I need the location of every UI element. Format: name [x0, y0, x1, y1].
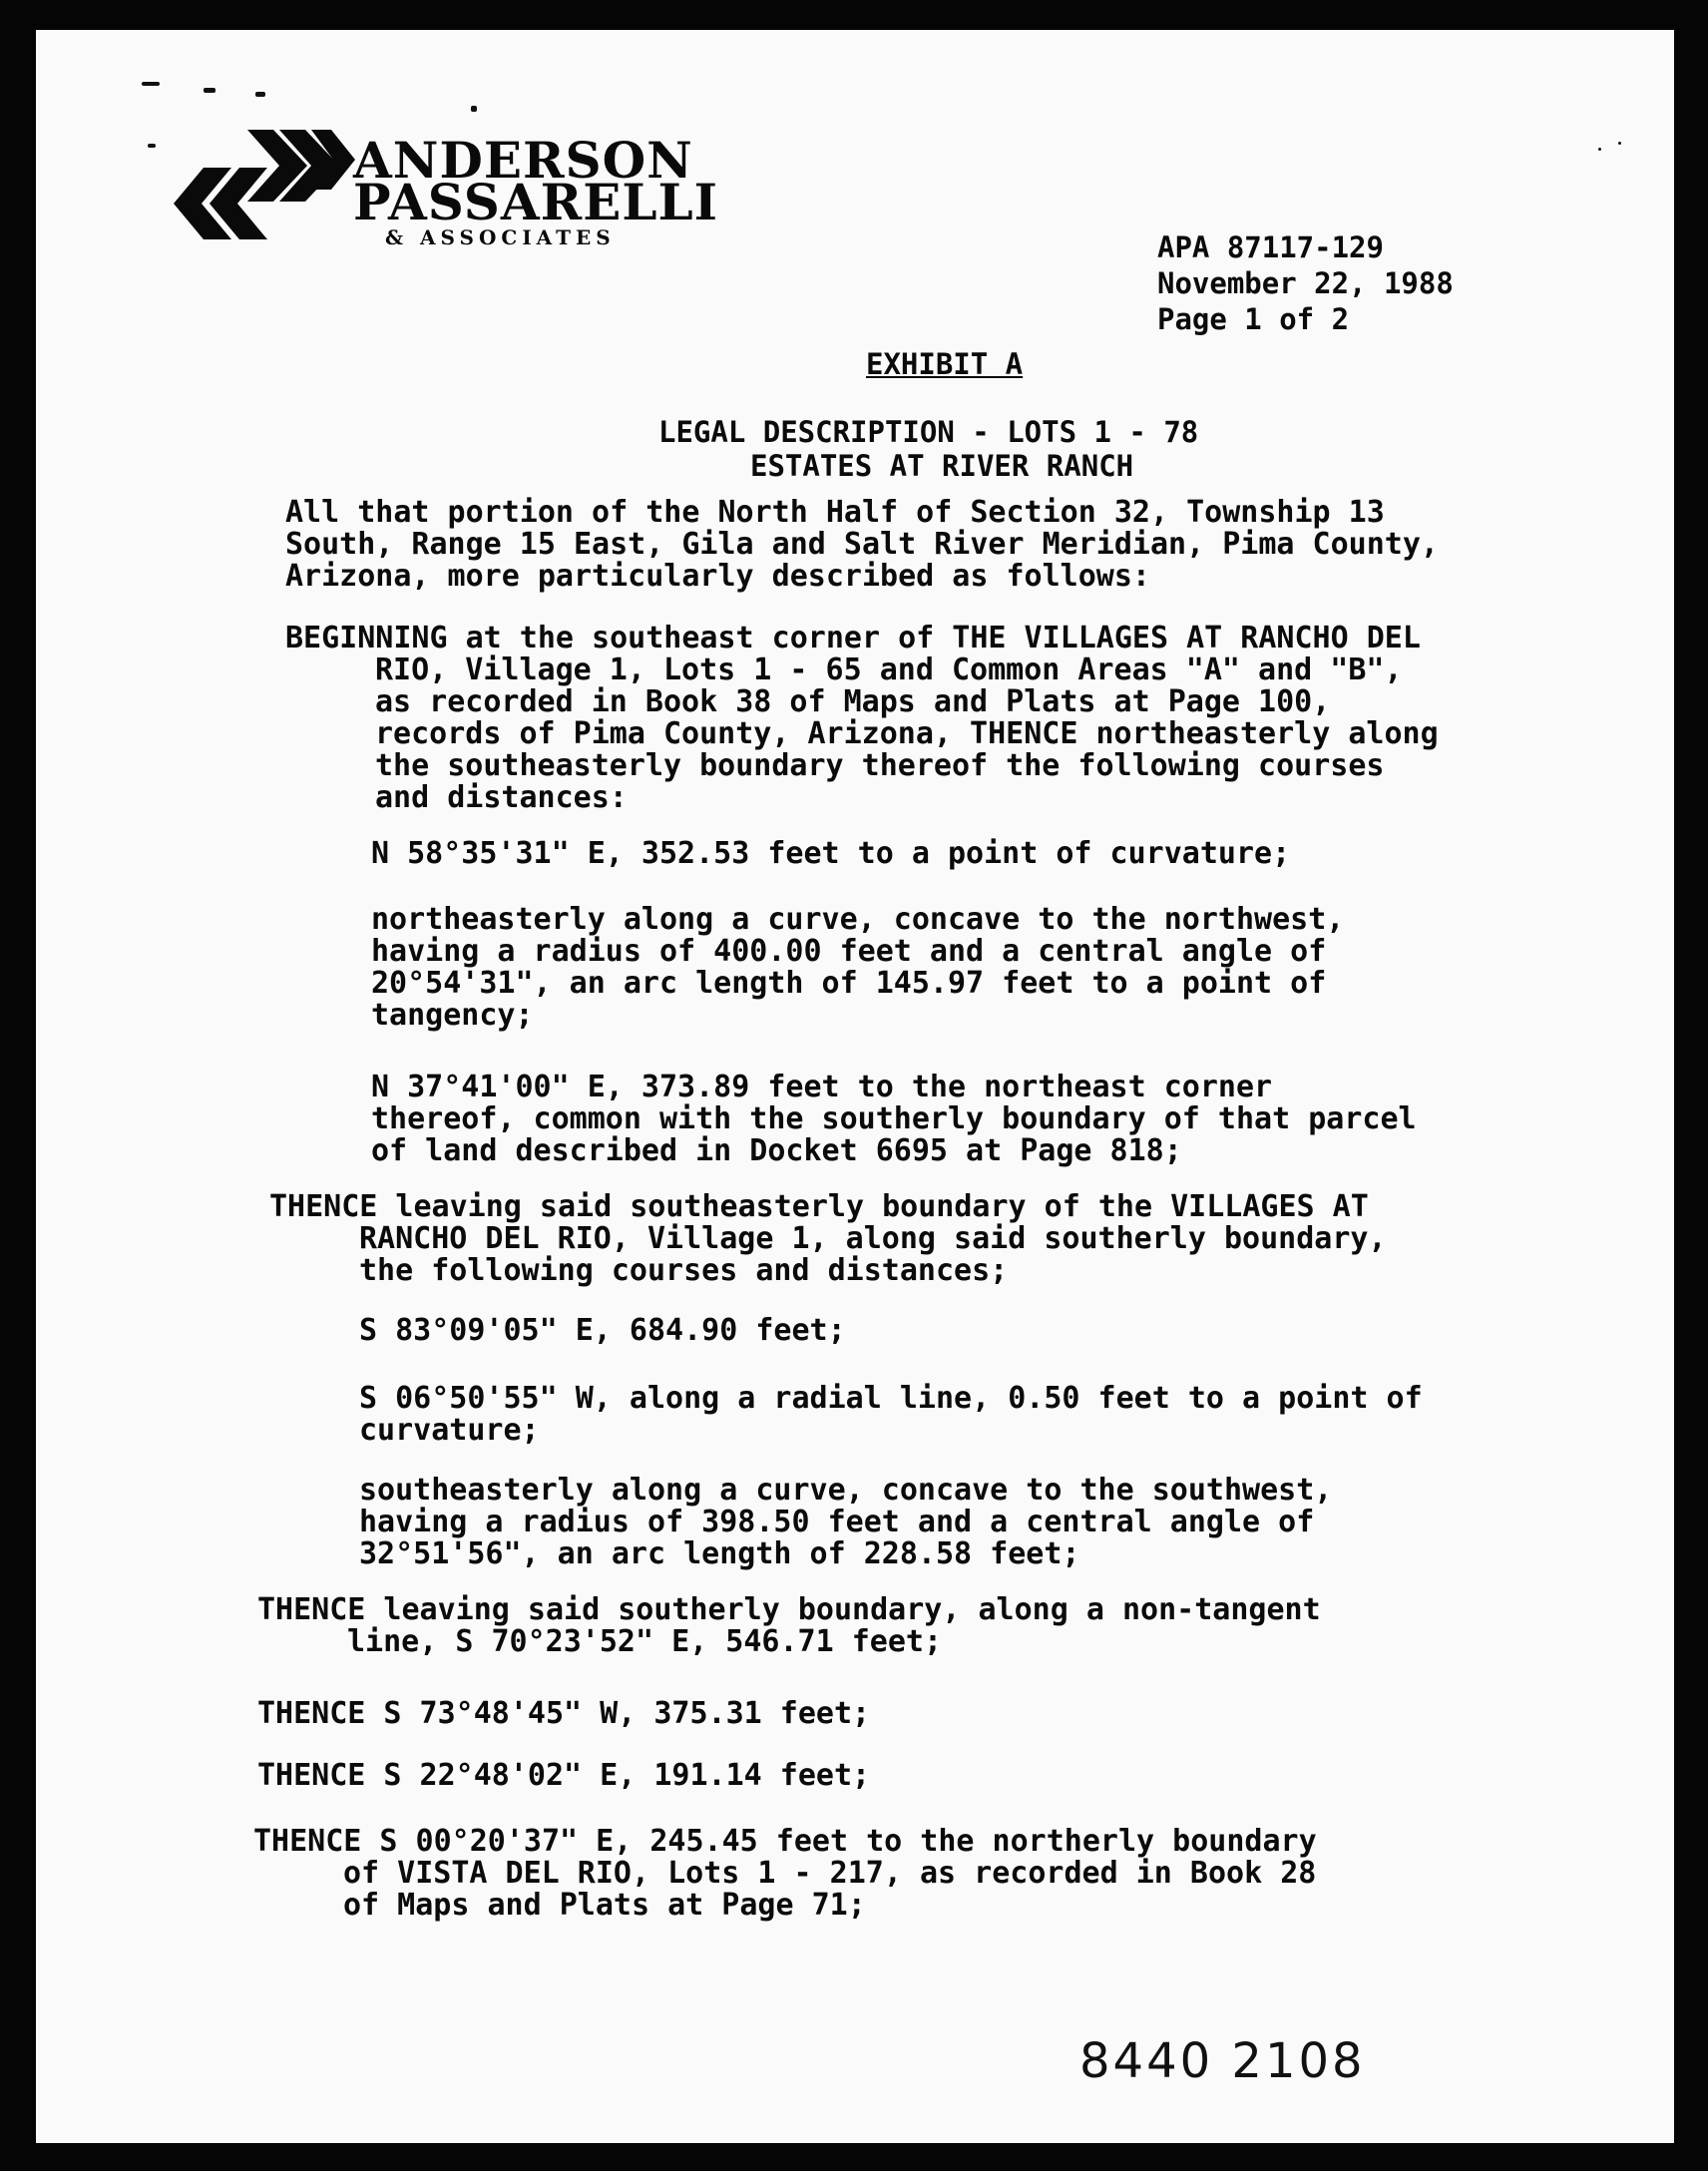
course-paragraph [359, 1383, 1423, 1447]
text-line: RIO, Village 1, Lots 1 - 65 and Common Areas "A" and "B", [375, 652, 1403, 687]
scan-speck [204, 88, 215, 93]
text-line: 20°54'31", an arc length of 145.97 feet to a point of [371, 966, 1327, 1001]
text-line: N 58°35'31" E, 352.53 feet to a point of curvature; [371, 836, 1291, 871]
text-line: having a radius of 398.50 feet and a central angle of [359, 1505, 1315, 1539]
text-line: the following courses and distances; [359, 1253, 1009, 1288]
text-line: the southeasterly boundary thereof the following courses [375, 748, 1385, 783]
text-line: RANCHO DEL RIO, Village 1, along said southerly boundary, [359, 1221, 1387, 1256]
text-line: N 37°41'00" E, 373.89 feet to the northeast corner [371, 1070, 1273, 1104]
chevron-logo-icon [156, 130, 355, 239]
logo-name-associates: & ASSOCIATES [385, 225, 616, 249]
scan-speck [148, 144, 156, 148]
text-line: of Maps and Plats at Page 71; [343, 1888, 866, 1923]
thence-paragraph [257, 1594, 1321, 1658]
text-line: records of Pima County, Arizona, THENCE northeasterly along [375, 716, 1439, 751]
text-line: southeasterly along a curve, concave to the southwest, [359, 1473, 1333, 1508]
reference-date: November 22, 1988 [1157, 266, 1454, 300]
logo-name-anderson: ANDERSON [353, 131, 693, 190]
text-line: S 83°09'05" E, 684.90 feet; [359, 1313, 846, 1348]
text-line: curvature; [359, 1413, 540, 1448]
text-line: of VISTA DEL RIO, Lots 1 - 217, as recorded in Book 28 [343, 1856, 1317, 1891]
text-line: THENCE S 00°20'37" E, 245.45 feet to the northerly boundary [253, 1824, 1317, 1859]
text-line: having a radius of 400.00 feet and a central angle of [371, 934, 1327, 969]
text-line: of land described in Docket 6695 at Page 818; [371, 1133, 1182, 1168]
text-line: tangency; [371, 998, 534, 1033]
curve-paragraph [371, 904, 1344, 1032]
estates-title: ESTATES AT RIVER RANCH [750, 449, 1134, 483]
reference-code: APA 87117-129 [1157, 230, 1384, 264]
course-paragraph [371, 1072, 1417, 1167]
text-line: 32°51'56", an arc length of 228.58 feet; [359, 1536, 1080, 1571]
beginning-paragraph [285, 623, 1439, 814]
thence-paragraph [257, 1760, 870, 1792]
scan-speck [255, 92, 265, 97]
reference-page: Page 1 of 2 [1157, 302, 1350, 336]
text-line: thereof, common with the southerly boundary of that parcel [371, 1101, 1417, 1136]
text-line: and distances: [375, 780, 628, 815]
thence-paragraph [257, 1698, 870, 1730]
scan-speck [1598, 148, 1601, 151]
scan-speck [142, 82, 160, 86]
logo-name-passarelli: PASSARELLI [353, 173, 719, 231]
text-line: as recorded in Book 38 of Maps and Plats at Page 100, [375, 684, 1331, 719]
reference-block [1157, 229, 1454, 337]
text-line: BEGINNING at the southeast corner of THE VILLAGES AT RANCHO DEL [285, 621, 1421, 655]
legal-description-title: LEGAL DESCRIPTION - LOTS 1 - 78 [658, 415, 1199, 449]
intro-paragraph [285, 497, 1439, 593]
text-line: THENCE S 22°48'02" E, 191.14 feet; [257, 1758, 871, 1793]
thence-paragraph [253, 1826, 1317, 1922]
page-number: 8440 2108 [1079, 2033, 1366, 2089]
course-paragraph [359, 1315, 846, 1347]
text-line: THENCE leaving said southeasterly boundary of the VILLAGES AT [269, 1189, 1369, 1224]
curve-paragraph [359, 1475, 1332, 1570]
thence-paragraph [269, 1191, 1387, 1287]
text-line: South, Range 15 East, Gila and Salt River Meridian, Pima County, [285, 527, 1439, 562]
exhibit-title: EXHIBIT A [866, 347, 1024, 381]
text-line: THENCE leaving said southerly boundary, along a non-tangent [257, 1592, 1321, 1627]
scan-speck [1618, 142, 1621, 145]
course-paragraph [371, 838, 1290, 870]
text-line: All that portion of the North Half of Section 32, Township 13 [285, 495, 1385, 530]
text-line: Arizona, more particularly described as follows: [285, 559, 1150, 594]
scan-speck [471, 106, 477, 112]
text-line: northeasterly along a curve, concave to the northwest, [371, 902, 1345, 937]
text-line: S 06°50'55" W, along a radial line, 0.50 feet to a point of [359, 1381, 1423, 1416]
company-logo [156, 116, 719, 265]
text-line: THENCE S 73°48'45" W, 375.31 feet; [257, 1696, 871, 1731]
text-line: line, S 70°23'52" E, 546.71 feet; [347, 1624, 943, 1659]
document-page [36, 30, 1674, 2143]
